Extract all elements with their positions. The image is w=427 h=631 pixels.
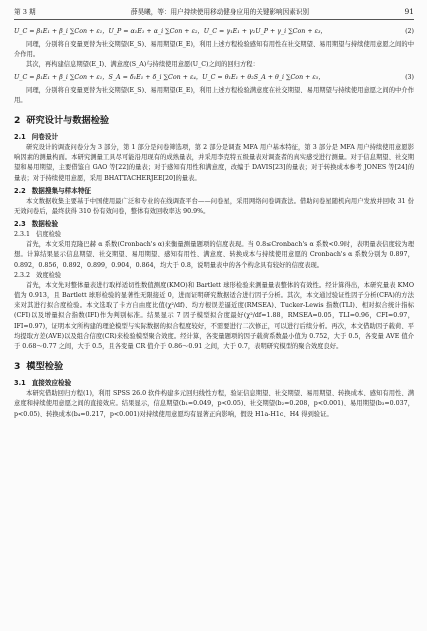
section-3-1-text: 本研究借助回归方程(1)，利用 SPSS 26.0 软件构建多元回归线性方程，验证信息期望、社交期望、易用期望、转换成本、感知有用性、满意度和持续使用意愿之间的直接效应。结果显示，信息期望(b₁=0.049，p<0.05)、社交期望(b₂=0.208，p<0.001)、易用期望(b₃=0.037，p<0.05)、转换成本(b₄=0.217，p<0.001)对持续使用意愿均有显著正向影响，假设 H1a-H1c、H4 得到验证。 [14,390,414,418]
section-3-heading [14,361,414,372]
running-title: 薛昊曦，等：用户持续使用移动健身应用的关键影响因素识别 [131,8,310,16]
page-number: 91 [404,7,414,16]
section-3-1-title: 直接效应检验 [31,379,72,388]
section-2-3-1-heading [14,230,414,240]
section-2-3-1-text: 首先，本文采用克隆巴赫 α 系数(Cronbach's α)来衡量测量题项的信度表现。当 0.8≤Cronbach's α 系数<0.9时，表明量表信度较为理想。计算结果显示信息期望、社交期望、易用期望、感知有用性、满意度、转换成本与持续使用意愿的 Cronbach's α 系数分别为 0.897，0.892，0.856，0.892，0.899，0.904，0.864，均大于 0.8，说明量表中的各个构念具有较好的信度表现。 [14,241,414,269]
section-2-3-2-text: 首先，本文先对整体量表进行取样适切性数值测度(KMO)和 Bartlett 球形检验来测量量表整体的有效性。经计算得出，本研究量表 KMO 值为 0.913，且 Bartlett 球形检验的显著性无限接近 0，进而证明研究数据适合进行因子分析。其次，本文通过验证性因子分析(CFA)的方法来对其进行拟合度检验。本文选取了卡方自由度比值(χ²/df)、均方根误差逼近度(RMSEA)、Tucker-Lewis 指数(TLI)、相对拟合统计指标(CFI)以及增量拟合指数(IFI)作为判别标准。结果显示 7 因子模型拟合度最好(χ²/df=1.88，RMSEA=0.05，TLI=0.96，CFI=0.97，IFI=0.97)，证明本文所构建的理论模型与实际数据的拟合程度较好，不需要进行二次修正，可以进行后续分析。再次，本文借助因子载荷、平均提取方差(AVE)以及组合信度(CR)来检验模型聚合效度。经计算，各变量题项的因子载荷系数最小值为 0.752，大于 0.5，各变量 AVE 值介于 0.68～0.77 之间，大于 0.5，且各变量 CR 值介于 0.86～0.91 之间，大于 0.7，表明研究模型的聚合效度良好。 [14,281,414,351]
section-2-3-heading [14,219,414,229]
section-2-1-text: 研究设计的调查问卷分为 3 部分，第 1 部分是问卷筛选项，第 2 部分是调查 MFA 用户基本特征，第 3 部分是 MFA 用户持续使用意愿影响因素的测量构面。本研究测量工具尽可能沿用现有的成熟量表，并采用李克特五级量表对调查者的真实感受进行测量。对于信息期望、社交期望和易用期望，主要借鉴自 GAO 等[22]的量表；对于感知有用性和满意度，改编于 DAVIS[23]的量表；对于转换成本参考 JONES 等[24]的量表；对于持续使用意愿，采用 BHATTACHERJEE[20]的量表。 [14,144,414,182]
page [14,6,414,420]
equation-3-text: U_C = β₁E₁ + β_i ∑Con + ε₁，S_A = δ₁E₁ + δ_i ∑Con + ε₄，U_C = θ₁E₁ + θ₂S_A + θ_i ∑Con + ε₅， [14,73,325,81]
section-3-1-number: 3.1 [14,379,26,388]
section-2-number: 2 [14,115,21,127]
section-2-title: 研究设计与数据检验 [26,115,110,127]
section-2-3-1-title: 信度检验 [36,231,62,239]
section-2-2-title: 数据搜集与样本特征 [31,186,92,195]
paragraph-2: 其次，再构建信息期望(E_I)、满意度(S_A)与持续使用意愿(U_C)之间的回归方程： [26,61,259,69]
section-2-1-number: 2.1 [14,133,26,142]
equation-2 [14,27,414,37]
section-2-3-2-title: 效度检验 [36,271,62,279]
section-2-2-number: 2.2 [14,186,26,195]
section-2-3-title: 数据检验 [31,220,59,229]
section-2-3-2-heading [14,271,414,281]
section-2-2-text: 本文数据收集主要基于中国使用最广泛和专业的在线调查平台——问卷星，采用网络问卷调查法。借助问卷星随机向用户发放并回收 31 份无效问卷后，最终获得 310 份有效问卷，整体有效回收率达 90.9%。 [14,197,414,216]
equation-2-text: U_C = β₁E₁ + β_i ∑Con + ε₁，U_P = α₁E₁ + α_i ∑Con + ε₂，U_C = γ₁E₁ + γ₂U_P + γ_i ∑Con + ε₃， [14,28,327,35]
section-3-1-heading [14,378,414,388]
paragraph-3: 同理，分别将自变量更替为社交期望(E_S)、易用期望(E_E)，利用上述方程检验满意度在社交期望、易用期望与持续使用意愿之间的中介作用。 [14,86,414,104]
section-2-heading [14,115,414,126]
equation-3 [14,73,414,83]
equation-2-number: (2) [405,28,414,35]
section-2-3-2-number: 2.3.2 [14,271,31,279]
section-2-2-heading [14,186,414,196]
running-header [14,6,414,20]
equation-3-number: (3) [405,73,414,81]
section-2-3-number: 2.3 [14,220,26,229]
issue-label: 第 3 期 [14,8,36,16]
section-2-1-heading [14,132,414,142]
section-3-number: 3 [14,361,21,373]
section-2-3-1-number: 2.3.1 [14,231,31,239]
section-2-1-title: 问卷设计 [31,133,59,142]
section-3-title: 模型检验 [26,361,64,373]
paragraph-1: 同理，分别将自变量更替为社交期望(E_S)、易用期望(E_E)，利用上述方程检验感知有用性在社交期望、易用期望与持续使用意愿之间的中介作用。 [14,41,414,59]
